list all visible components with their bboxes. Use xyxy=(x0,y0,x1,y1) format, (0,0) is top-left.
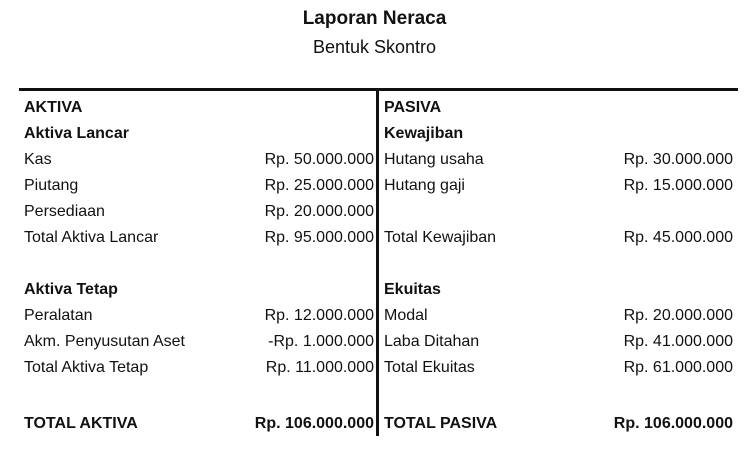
spacer xyxy=(24,251,374,277)
spacer xyxy=(24,381,374,411)
item-amount: Rp. 20.000.000 xyxy=(264,203,374,220)
aktiva-tetap-heading-row xyxy=(24,277,374,303)
line-item xyxy=(384,147,733,173)
grand-total-label: TOTAL PASIVA xyxy=(384,415,498,432)
empty-row xyxy=(384,199,733,225)
item-amount: Rp. 30.000.000 xyxy=(623,151,733,168)
item-amount: Rp. 50.000.000 xyxy=(264,151,374,168)
item-label: Piutang xyxy=(24,177,79,194)
report-subtitle: Bentuk Skontro xyxy=(312,37,437,57)
center-divider xyxy=(376,88,379,436)
pasiva-header: PASIVA xyxy=(384,99,442,116)
item-amount: Rp. 25.000.000 xyxy=(264,177,374,194)
pasiva-column xyxy=(384,95,733,437)
ekuitas-heading-row xyxy=(384,277,733,303)
subtotal-row xyxy=(384,225,733,251)
item-label: Hutang usaha xyxy=(384,151,484,168)
aktiva-tetap-heading: Aktiva Tetap xyxy=(24,281,118,298)
report-title: Laporan Neraca xyxy=(302,8,447,29)
grand-total-amount: Rp. 106.000.000 xyxy=(254,415,374,432)
aktiva-lancar-heading-row xyxy=(24,121,374,147)
grand-total-row xyxy=(24,411,374,437)
line-item xyxy=(24,147,374,173)
line-item xyxy=(384,303,733,329)
item-label: Laba Ditahan xyxy=(384,333,480,350)
item-amount: Rp. 41.000.000 xyxy=(623,333,733,350)
spacer xyxy=(384,381,733,411)
subtotal-amount: Rp. 95.000.000 xyxy=(264,229,374,246)
item-label: Persediaan xyxy=(24,203,105,220)
item-label: Modal xyxy=(384,307,428,324)
line-item xyxy=(24,303,374,329)
line-item xyxy=(24,199,374,225)
item-amount: Rp. 15.000.000 xyxy=(623,177,733,194)
item-amount: -Rp. 1.000.000 xyxy=(268,333,374,350)
kewajiban-heading: Kewajiban xyxy=(384,125,464,142)
aktiva-header: AKTIVA xyxy=(24,99,83,116)
line-item xyxy=(384,329,733,355)
pasiva-header-row xyxy=(384,95,733,121)
aktiva-header-row xyxy=(24,95,374,121)
subtotal-row xyxy=(24,355,374,381)
line-item xyxy=(24,329,374,355)
item-label: Hutang gaji xyxy=(384,177,465,194)
item-label: Akm. Penyusutan Aset xyxy=(24,333,185,350)
subtotal-row xyxy=(24,225,374,251)
subtotal-label: Total Kewajiban xyxy=(384,229,497,246)
subtotal-label: Total Ekuitas xyxy=(384,359,475,376)
subtotal-amount: Rp. 45.000.000 xyxy=(623,229,733,246)
ekuitas-heading: Ekuitas xyxy=(384,281,441,298)
kewajiban-heading-row xyxy=(384,121,733,147)
subtotal-amount: Rp. 11.000.000 xyxy=(265,359,374,376)
aktiva-lancar-heading: Aktiva Lancar xyxy=(24,125,129,142)
subtotal-label: Total Aktiva Lancar xyxy=(24,229,159,246)
subtotal-amount: Rp. 61.000.000 xyxy=(623,359,733,376)
spacer xyxy=(384,251,733,277)
grand-total-row xyxy=(384,411,733,437)
aktiva-column xyxy=(24,95,374,437)
subtotal-row xyxy=(384,355,733,381)
item-amount: Rp. 20.000.000 xyxy=(623,307,733,324)
subtotal-label: Total Aktiva Tetap xyxy=(24,359,149,376)
item-label: Peralatan xyxy=(24,307,93,324)
line-item xyxy=(384,173,733,199)
item-amount: Rp. 12.000.000 xyxy=(264,307,374,324)
item-label: Kas xyxy=(24,151,52,168)
grand-total-amount: Rp. 106.000.000 xyxy=(613,415,733,432)
line-item xyxy=(24,173,374,199)
grand-total-label: TOTAL AKTIVA xyxy=(24,415,138,432)
